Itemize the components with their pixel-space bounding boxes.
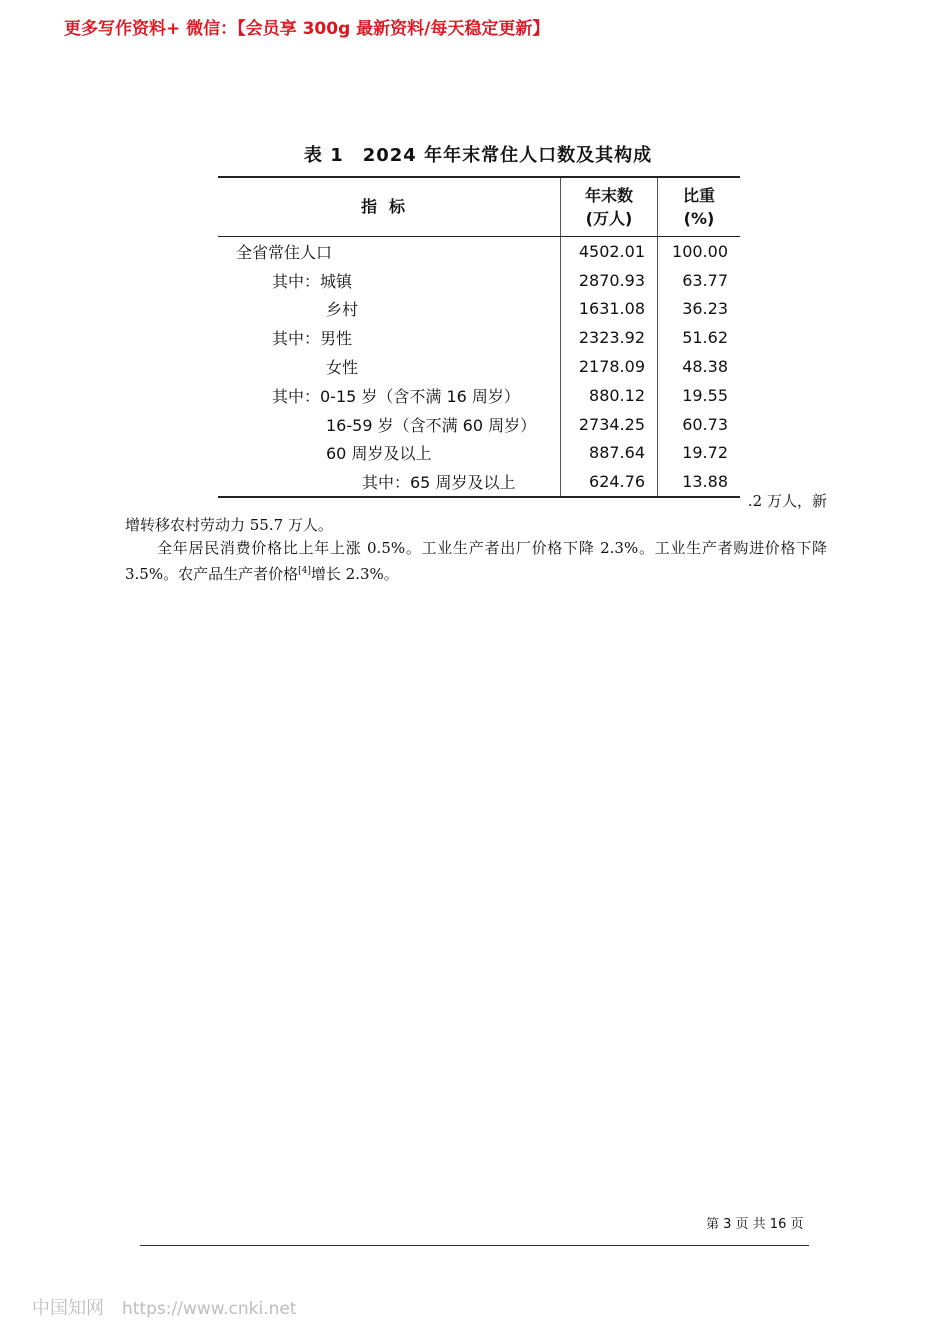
table-row: [218, 266, 740, 295]
paragraph-employment-tail: [125, 490, 827, 513]
row-label: 16-59 岁（含不满 60 周岁）: [326, 415, 537, 435]
paragraph-employment-visible-end: .2 万人，新: [747, 492, 827, 510]
table-row: [218, 323, 740, 352]
row-value: 1631.08: [561, 295, 658, 324]
row-value: 624.76: [561, 467, 658, 497]
header-share: [658, 177, 741, 237]
paragraph-prices-text: 全年居民消费价格比上年上涨 0.5%。工业生产者出厂价格下降 2.3%。工业生产者购进价格下降 3.5%。农产品生产者价格: [125, 539, 827, 583]
promo-banner: 更多写作资料+ 微信：【会员享 300g 最新资料/每天稳定更新】: [64, 19, 550, 39]
paragraph-employment-line2: 增转移农村劳动力 55.7 万人。: [125, 516, 333, 534]
row-share: 60.73: [658, 410, 741, 439]
page-number: 第 3 页 共 16 页: [706, 1217, 804, 1232]
table-row: [218, 381, 740, 410]
table-row: [218, 352, 740, 381]
row-label: 其中：0-15 岁（含不满 16 周岁）: [272, 386, 520, 406]
row-value: 4502.01: [561, 237, 658, 266]
header-share-line2: (%): [683, 209, 715, 228]
row-share: 36.23: [658, 295, 741, 324]
row-label: 其中：男性: [272, 329, 353, 349]
header-year-end-line2: (万人): [585, 209, 633, 228]
row-value: 2734.25: [561, 410, 658, 439]
watermark-url: https://www.cnki.net: [122, 1299, 297, 1319]
row-label: 全省常住人口: [236, 242, 333, 262]
table-header-row: [218, 177, 740, 237]
table-row: [218, 439, 740, 468]
table-row: [218, 237, 740, 266]
paragraph-prices-text-end: 增长 2.3%。: [310, 565, 399, 583]
header-indicator: 指标: [218, 177, 561, 237]
watermark-site: 中国知网: [32, 1298, 104, 1319]
row-value: 880.12: [561, 381, 658, 410]
row-share: 51.62: [658, 323, 741, 352]
row-label: 女性: [326, 358, 359, 378]
table-row: [218, 295, 740, 324]
table-row: [218, 410, 740, 439]
row-share: 13.88: [658, 467, 741, 497]
header-year-end-line1: 年末数: [584, 185, 633, 205]
watermark: [32, 1294, 296, 1320]
row-label: 其中：65 周岁及以上: [218, 467, 561, 497]
row-share: 19.72: [658, 439, 741, 468]
row-label: 60 周岁及以上: [326, 444, 432, 464]
footer-divider: [140, 1245, 809, 1246]
header-share-line1: 比重: [682, 185, 715, 205]
row-value: 887.64: [561, 439, 658, 468]
population-table: [218, 176, 740, 498]
row-value: 2323.92: [561, 323, 658, 352]
row-label: 乡村: [326, 300, 359, 320]
row-value: 2178.09: [561, 352, 658, 381]
row-value: 2870.93: [561, 266, 658, 295]
table-title: 表 1 2024 年年末常住人口数及其构成: [303, 145, 653, 166]
row-label: 其中：城镇: [272, 271, 353, 291]
row-share: 100.00: [658, 237, 741, 266]
row-share: 48.38: [658, 352, 741, 381]
footnote-marker: [4]: [298, 566, 311, 576]
header-year-end: [561, 177, 658, 237]
row-share: 63.77: [658, 266, 741, 295]
row-share: 19.55: [658, 381, 741, 410]
paragraph-prices: [125, 537, 827, 586]
